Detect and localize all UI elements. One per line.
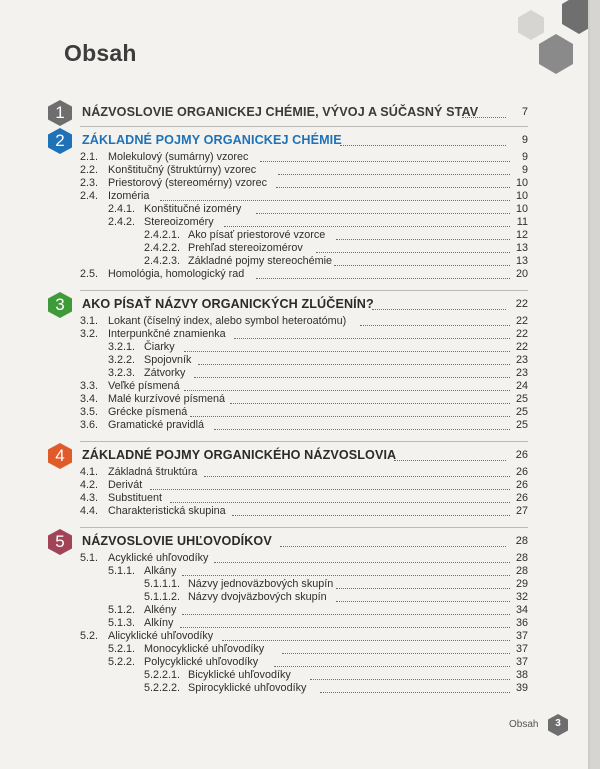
toc-entry[interactable]: 5.1.1.1. Názvy jednoväzbových skupín 29 (144, 578, 528, 590)
chapter-heading[interactable] (48, 100, 528, 126)
toc-entry[interactable]: 4.1. Základná štruktúra 26 (80, 466, 528, 478)
chapter-title: NÁZVOSLOVIE UHĽOVODÍKOV (82, 534, 272, 548)
toc-entry[interactable]: 2.4.2.3. Základné pojmy stereochémie 13 (144, 255, 528, 267)
divider (80, 527, 528, 528)
chapter-title: ZÁKLADNÉ POJMY ORGANICKEJ CHÉMIE (82, 133, 342, 147)
page-title: Obsah (64, 40, 137, 66)
page-number: 3 (555, 718, 561, 729)
page-number-badge (548, 714, 568, 736)
chapter-number-badge: 5 (48, 529, 72, 555)
toc-entry[interactable]: 2.4. Izoméria 10 (80, 190, 528, 202)
toc-entry[interactable]: 2.5. Homológia, homologický rad 20 (80, 268, 528, 280)
toc-entry[interactable]: 5.2.2.1. Bicyklické uhľovodíky 38 (144, 669, 528, 681)
toc-entry[interactable]: 5.1. Acyklické uhľovodíky 28 (80, 552, 528, 564)
toc-entry[interactable]: 2.3. Priestorový (stereomérny) vzorec 10 (80, 177, 528, 189)
toc-entry[interactable]: 5.1.1.2. Názvy dvojväzbových skupín 32 (144, 591, 528, 603)
page-edge (590, 0, 600, 769)
toc-entry[interactable]: 4.2. Derivát 26 (80, 479, 528, 491)
toc-entry[interactable]: 3.5. Grécke písmená 25 (80, 406, 528, 418)
chapter-title: ZÁKLADNÉ POJMY ORGANICKÉHO NÁZVOSLOVIA (82, 448, 397, 462)
chapter-page-number: 26 (515, 449, 528, 461)
divider (80, 290, 528, 291)
toc-entry[interactable]: 3.2. Interpunkčné znamienka 22 (80, 328, 528, 340)
toc-entry[interactable]: 3.2.3. Zátvorky 23 (108, 367, 528, 379)
chapter-page-number: 7 (521, 106, 528, 118)
toc-entry[interactable]: 3.2.2. Spojovník 23 (108, 354, 528, 366)
chapter-number-badge: 2 (48, 128, 72, 154)
divider (80, 441, 528, 442)
divider (80, 126, 528, 127)
toc-entry[interactable]: 2.1. Molekulový (sumárny) vzorec 9 (80, 151, 528, 163)
chapter-number-badge: 4 (48, 443, 72, 469)
toc-entry[interactable]: 5.2.2. Polycyklické uhľovodíky 37 (108, 656, 528, 668)
footer-section-label: Obsah (509, 719, 539, 730)
toc-entry[interactable]: 2.4.2.1. Ako písať priestorové vzorce 12 (144, 229, 528, 241)
toc-entry[interactable]: 2.2. Konštitučný (štruktúrny) vzorec 9 (80, 164, 528, 176)
hexagon-decoration-icon (562, 0, 590, 34)
chapter-page-number: 28 (515, 535, 528, 547)
toc-entry[interactable]: 3.4. Malé kurzívové písmená 25 (80, 393, 528, 405)
chapter-title: AKO PÍSAŤ NÁZVY ORGANICKÝCH ZLÚČENÍN? (82, 297, 374, 311)
toc-entry[interactable]: 4.4. Charakteristická skupina 27 (80, 505, 528, 517)
toc-entry[interactable]: 3.6. Gramatické pravidlá 25 (80, 419, 528, 431)
toc-entry[interactable]: 3.1. Lokant (číselný index, alebo symbol heteroatómu) 22 (80, 315, 528, 327)
toc-entry[interactable]: 5.2. Alicyklické uhľovodíky 37 (80, 630, 528, 642)
chapter-page-number: 9 (521, 134, 528, 146)
hexagon-decoration-icon (539, 34, 573, 74)
toc-entry[interactable]: 2.4.1. Konštitučné izoméry 10 (108, 203, 528, 215)
chapter-number-badge: 3 (48, 292, 72, 318)
toc-entry[interactable]: 4.3. Substituent 26 (80, 492, 528, 504)
chapter-number-badge: 1 (48, 100, 72, 126)
toc-entry[interactable]: 5.2.1. Monocyklické uhľovodíky 37 (108, 643, 528, 655)
toc-entry[interactable]: 2.4.2. Stereoizoméry 11 (108, 216, 528, 228)
toc-entry[interactable]: 5.2.2.2. Spirocyklické uhľovodíky 39 (144, 682, 528, 694)
toc-entry[interactable]: 5.1.1. Alkány 28 (108, 565, 528, 577)
toc-entry[interactable]: 5.1.2. Alkény 34 (108, 604, 528, 616)
chapter-page-number: 22 (515, 298, 528, 310)
toc-entry[interactable]: 3.3. Veľké písmená 24 (80, 380, 528, 392)
chapter-title: NÁZVOSLOVIE ORGANICKEJ CHÉMIE, VÝVOJ A SÚČASNÝ STAV (82, 105, 479, 119)
toc-entry[interactable]: 5.1.3. Alkíny 36 (108, 617, 528, 629)
toc-entry[interactable]: 2.4.2.2. Prehľad stereoizomérov 13 (144, 242, 528, 254)
toc-entry[interactable]: 3.2.1. Čiarky 22 (108, 341, 528, 353)
